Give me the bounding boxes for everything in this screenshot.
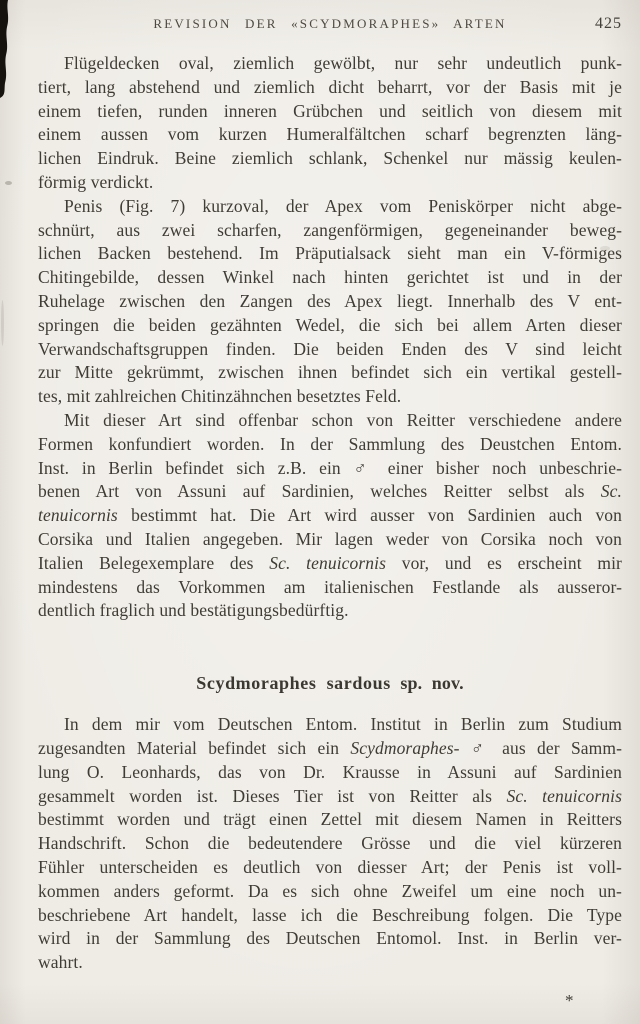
italic-text: Sc. tenuicornis [506, 785, 622, 806]
scan-speck [1, 300, 4, 346]
species-paragraphs [38, 713, 622, 975]
paragraph [38, 713, 622, 975]
text-line [38, 785, 622, 809]
paragraph [38, 409, 622, 623]
scan-speck [5, 181, 12, 185]
text-line [38, 219, 622, 243]
italic-text: Sc. tenuicornis [269, 552, 387, 573]
text-line [38, 761, 622, 785]
text-line [38, 123, 622, 147]
text-segment: Ruhelage zwischen den Zangen des Apex liegt. Innerhalb des V ent- [38, 290, 622, 311]
text-segment: Inst. in Berlin befindet sich z.B. ein ♂ einer bisher noch unbeschrie- [38, 457, 622, 478]
text-line [38, 147, 622, 171]
text-line [38, 737, 622, 761]
italic-text: Scydmoraphes- [350, 737, 460, 758]
text-segment: beschriebene Art handelt, lasse ich die Beschreibung folgen. Die Type [38, 904, 622, 925]
text-line [38, 904, 622, 928]
text-segment: Verwandschaftsgruppen finden. Die beiden Enden des V sind leicht [38, 338, 622, 359]
text-line [38, 927, 622, 951]
text-segment: schnürt, aus zwei scharfen, zangenförmigen, gegeneinander beweg- [38, 219, 622, 240]
text-segment: lichen Eindruk. Beine ziemlich schlank, Schenkel nur mässig keulen- [38, 148, 622, 169]
running-header-title: REVISION DER «SCYDMORAPHES» ARTEN [153, 16, 507, 31]
page-number: 425 [595, 15, 622, 32]
species-name: Scydmoraphes sardous [196, 673, 391, 694]
text-line [38, 808, 622, 832]
text-segment: lung O. Leonhards, das von Dr. Krausse in Assuni auf Sardinien [38, 761, 622, 782]
italic-text: Sc. [600, 481, 622, 502]
text-line [38, 528, 622, 552]
text-segment: Italien Belegexemplare des [38, 552, 270, 573]
text-segment: tes, mit zahlreichen Chitinzähnchen besetztes Feld. [38, 386, 402, 407]
text-segment: bestimmt worden und trägt einen Zettel mit diesem Namen in Reitters [38, 809, 622, 830]
text-segment: In dem mir vom Deutschen Entom. Institut in Berlin zum Studium [64, 714, 622, 735]
text-line [38, 576, 622, 600]
text-line [38, 100, 622, 124]
running-head-row [38, 16, 622, 38]
text-segment: bestimmt hat. Die Art wird ausser von Sardinien auch von [117, 505, 622, 526]
text-line [38, 457, 622, 481]
paragraph [38, 195, 622, 409]
text-segment: kommen anders geformt. Da es sich ohne Zweifel um eine noch un- [38, 880, 622, 901]
text-line [38, 713, 622, 737]
text-segment: Chitingebilde, dessen Winkel nach hinten gerichtet ist und in der [38, 267, 622, 288]
text-segment: lichen Backen bestehend. Im Präputialsack sieht man ein V-förmiges [38, 243, 622, 264]
text-segment: ♂ aus der Samm- [459, 737, 623, 758]
text-line [38, 832, 622, 856]
text-line [38, 52, 622, 76]
text-segment: Flügeldecken oval, ziemlich gewölbt, nur sehr undeutlich punk- [64, 53, 622, 73]
intro-paragraphs [38, 52, 622, 623]
text-line [38, 76, 622, 100]
text-segment: zur Mitte gekrümmt, zwischen ihnen befindet sich ein vertikal gestell- [38, 362, 622, 383]
italic-text: tenuicornis [38, 505, 118, 526]
text-line [38, 552, 622, 576]
text-line [38, 338, 622, 362]
text-segment: Handschrift. Schon die bedeutendere Grösse und die viel kürzeren [38, 833, 622, 854]
text-line [38, 171, 622, 195]
text-segment: springen die beiden gezähnten Wedel, die sich bei allem Arten dieser [38, 314, 622, 335]
text-segment: Corsika und Italien angegeben. Mir lagen weder von Corsika noch von [38, 528, 622, 549]
species-heading [38, 670, 622, 696]
text-segment: dentlich fraglich und bestätigungsbedürftig. [38, 600, 349, 621]
text-segment: mindestens das Vorkommen am italienischen Festlande als ausseror- [38, 576, 622, 597]
text-line [38, 433, 622, 457]
text-segment: Penis (Fig. 7) kurzoval, der Apex vom Peniskörper nicht abge- [64, 195, 622, 216]
text-line [38, 409, 622, 433]
text-segment: gesammelt worden ist. Dieses Tier ist von Reitter als [38, 785, 507, 806]
text-segment: zugesandten Material befindet sich ein [38, 737, 351, 758]
text-line [38, 314, 622, 338]
text-line [38, 290, 622, 314]
text-line [38, 951, 622, 975]
text-segment: Fühler unterscheiden es deutlich von diesser Art; der Penis ist voll- [38, 856, 622, 877]
text-line [38, 480, 622, 504]
paragraph [38, 52, 622, 195]
text-line [38, 266, 622, 290]
text-segment: benen Art von Assuni auf Sardinien, welches Reitter selbst als [38, 481, 601, 502]
scan-edge-artifact [0, 0, 14, 100]
text-segment: Mit dieser Art sind offenbar schon von Reitter verschiedene andere [64, 409, 622, 430]
text-line [38, 599, 622, 623]
text-segment: vor, und es erscheint mir [386, 552, 622, 573]
footnote-asterisk: * [565, 991, 574, 1010]
text-line [38, 880, 622, 904]
text-segment: wahrt. [38, 952, 83, 973]
text-line [38, 242, 622, 266]
text-segment: Formen konfundiert worden. In der Sammlung des Deustchen Entom. [38, 433, 622, 454]
species-heading-suffix: sp. nov. [390, 673, 464, 694]
text-segment: wird in der Sammlung des Deutschen Entomol. Inst. in Berlin ver- [38, 928, 622, 949]
text-line [38, 385, 622, 409]
text-line [38, 361, 622, 385]
text-line [38, 504, 622, 528]
text-line [38, 195, 622, 219]
text-segment: einem tiefen, runden inneren Grübchen und seitlich von diesem mit [38, 100, 622, 121]
body-text [38, 52, 622, 975]
text-segment: einem aussen vom kurzen Humeralfältchen scharf begrenzten läng- [38, 124, 622, 145]
text-segment: förmig verdickt. [38, 171, 154, 192]
text-segment: tiert, lang abstehend und ziemlich dicht beharrt, vor der Basis mit je [38, 76, 622, 97]
text-line [38, 856, 622, 880]
